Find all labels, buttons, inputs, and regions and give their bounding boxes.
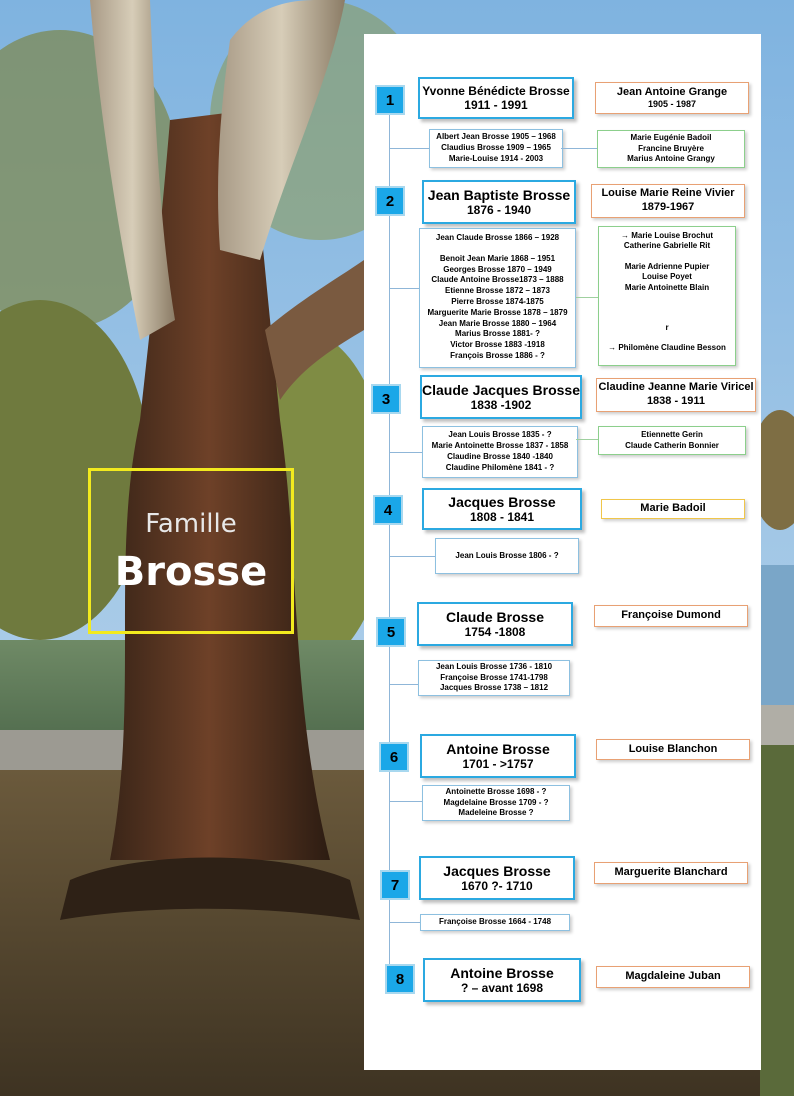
spouse-name: Jean Antoine Grange [616,85,728,98]
connector-line [576,297,598,298]
person-name: Jean Baptiste Brosse [427,187,571,203]
connector-line [389,556,435,557]
spouse-name: Claudine Jeanne Marie Viricel [598,381,754,394]
connector-line [389,684,418,685]
generation-badge: 5 [376,617,406,647]
person-name: Jacques Brosse [448,494,556,510]
sibling-entry: Magdelaine Brosse 1709 - ? [443,797,549,807]
person-name: Yvonne Bénédicte Brosse [422,84,570,98]
sibling-entry: Jean Marie Brosse 1880 – 1964 [438,318,557,328]
person-dates: 1754 -1808 [464,625,526,639]
sibling-entry: Jean Louis Brosse 1806 - ? [455,550,559,560]
siblings-box [422,785,570,821]
spouse-dates: 1879-1967 [641,201,695,213]
person-dates: 1808 - 1841 [469,510,535,524]
sibling-entry: Antoinette Brosse 1698 - ? [445,786,547,796]
main-person-box [419,856,575,900]
sibling-entry: Benoit Jean Marie 1868 – 1951 [439,253,556,263]
sibling-entry: Françoise Brosse 1664 - 1748 [438,917,552,927]
connector-line [561,148,597,149]
sibling-entry: Marius Brosse 1881- ? [455,329,540,339]
spouse-box [596,378,756,412]
spouse-name: Marie Badoil [640,502,706,515]
spouse-sibling-entry [599,293,735,303]
sibling-entry: Etienne Brosse 1872 – 1873 [445,286,550,296]
main-person-box [423,958,581,1002]
sibling-entry: Jean Claude Brosse 1866 – 1928 [435,233,560,242]
connector-line [389,801,422,802]
main-person-box [420,734,576,778]
connector-line [389,148,429,149]
spouse-name: Louise Marie Reine Vivier [601,187,735,200]
generation-badge: 1 [375,85,405,115]
sibling-entry: Pierre Brosse 1874-1875 [451,296,544,306]
siblings-box [418,660,570,696]
title-box [88,468,294,634]
sibling-entry: Georges Brosse 1870 – 1949 [443,264,552,274]
title-famille: Famille [145,509,237,539]
spouse-box [601,499,745,519]
sibling-entry [420,244,575,254]
spouse-sibling-entry: Etiennette Gerin [641,430,703,440]
sibling-entry: Claude Antoine Brosse1873 – 1888 [431,275,564,285]
sibling-entry: Jean Louis Brosse 1835 - ? [448,430,552,440]
person-dates: 1876 - 1940 [466,203,532,217]
sibling-entry: Marguerite Marie Brosse 1878 – 1879 [427,307,568,317]
spouse-sibling-entry: Catherine Gabrielle Rit [623,241,711,251]
spouse-box [596,739,750,760]
sibling-entry: Madeleine Brosse ? [458,808,534,818]
person-dates: ? – avant 1698 [460,981,544,995]
generation-badge: 2 [375,186,405,216]
person-dates: 1670 ?- 1710 [461,879,533,893]
spouse-sibling-entry [599,303,735,313]
connector-line [576,439,598,440]
siblings-box [419,228,576,368]
sibling-entry: Jean Louis Brosse 1736 - 1810 [435,661,553,671]
generation-badge: 6 [379,742,409,772]
person-dates: 1838 -1902 [470,398,532,412]
connector-line [389,288,419,289]
spouse-box [594,862,748,884]
spouse-siblings-box [598,226,736,366]
spouse-name: Magdaleine Juban [625,970,721,983]
connector-line [389,452,422,453]
person-dates: 1701 - >1757 [462,757,534,771]
person-name: Jacques Brosse [443,863,551,879]
spouse-sibling-entry: Marie Antoinette Blain [624,282,710,292]
spouse-siblings-box [597,130,745,168]
main-person-box [418,77,574,119]
spouse-sibling-entry [599,313,735,323]
person-name: Antoine Brosse [446,741,550,757]
spouse-sibling-entry: Claude Catherin Bonnier [625,440,719,450]
sibling-entry: Claudius Brosse 1909 – 1965 [441,143,551,153]
spouse-sibling-entry: → Marie Louise Brochut [620,231,713,240]
siblings-box [422,426,578,478]
spouse-sibling-entry: r [665,322,669,332]
spouse-box [594,605,748,627]
sibling-entry: Jacques Brosse 1738 – 1812 [439,683,549,693]
person-name: Claude Jacques Brosse [422,382,580,398]
main-person-box [420,375,582,419]
spouse-name: Françoise Dumond [621,609,721,622]
spouse-sibling-entry: → Philomène Claudine Besson [608,343,726,353]
person-dates: 1911 - 1991 [464,98,528,112]
spouse-name: Louise Blanchon [628,742,718,755]
spouse-siblings-box [598,426,746,455]
siblings-box [429,129,563,168]
main-person-box [422,488,582,530]
siblings-box [420,914,570,931]
generation-badge: 4 [373,495,403,525]
siblings-box [435,538,579,574]
sibling-entry: François Brosse 1886 - ? [450,350,545,360]
main-person-box [422,180,576,224]
generation-badge: 7 [380,870,410,900]
person-name: Antoine Brosse [450,965,554,981]
sibling-entry: Claudine Brosse 1840 -1840 [447,452,553,461]
spouse-sibling-entry: Marie Adrienne Pupier [624,261,710,271]
generation-spine [389,110,390,970]
title-brosse: Brosse [114,549,268,595]
generation-badge: 3 [371,384,401,414]
spouse-name: Marguerite Blanchard [614,866,728,879]
sibling-entry: Françoise Brosse 1741-1798 [440,672,548,682]
person-name: Claude Brosse [445,609,545,625]
sibling-entry: Albert Jean Brosse 1905 – 1968 [436,132,556,142]
spouse-dates: 1905 - 1987 [647,99,697,110]
sibling-entry: Marie Antoinette Brosse 1837 - 1858 [431,441,569,451]
sibling-entry: Marie-Louise 1914 - 2003 [448,153,544,163]
spouse-sibling-entry: Louise Poyet [642,272,692,282]
sibling-entry: Victor Brosse 1883 -1918 [450,340,545,350]
spouse-box [596,966,750,988]
spouse-sibling-entry [599,333,735,343]
spouse-sibling-entry [599,252,735,262]
connector-line [389,922,420,923]
spouse-box [595,82,749,114]
spouse-sibling-entry: Marie Eugénie Badoil [630,133,712,143]
spouse-box [591,184,745,218]
spouse-sibling-entry: Marius Antoine Grangy [627,154,715,164]
generation-badge: 8 [385,964,415,994]
main-person-box [417,602,573,646]
spouse-sibling-entry: Francine Bruyère [638,143,704,153]
sibling-entry: Claudine Philomène 1841 - ? [445,462,555,472]
spouse-dates: 1838 - 1911 [646,395,706,407]
